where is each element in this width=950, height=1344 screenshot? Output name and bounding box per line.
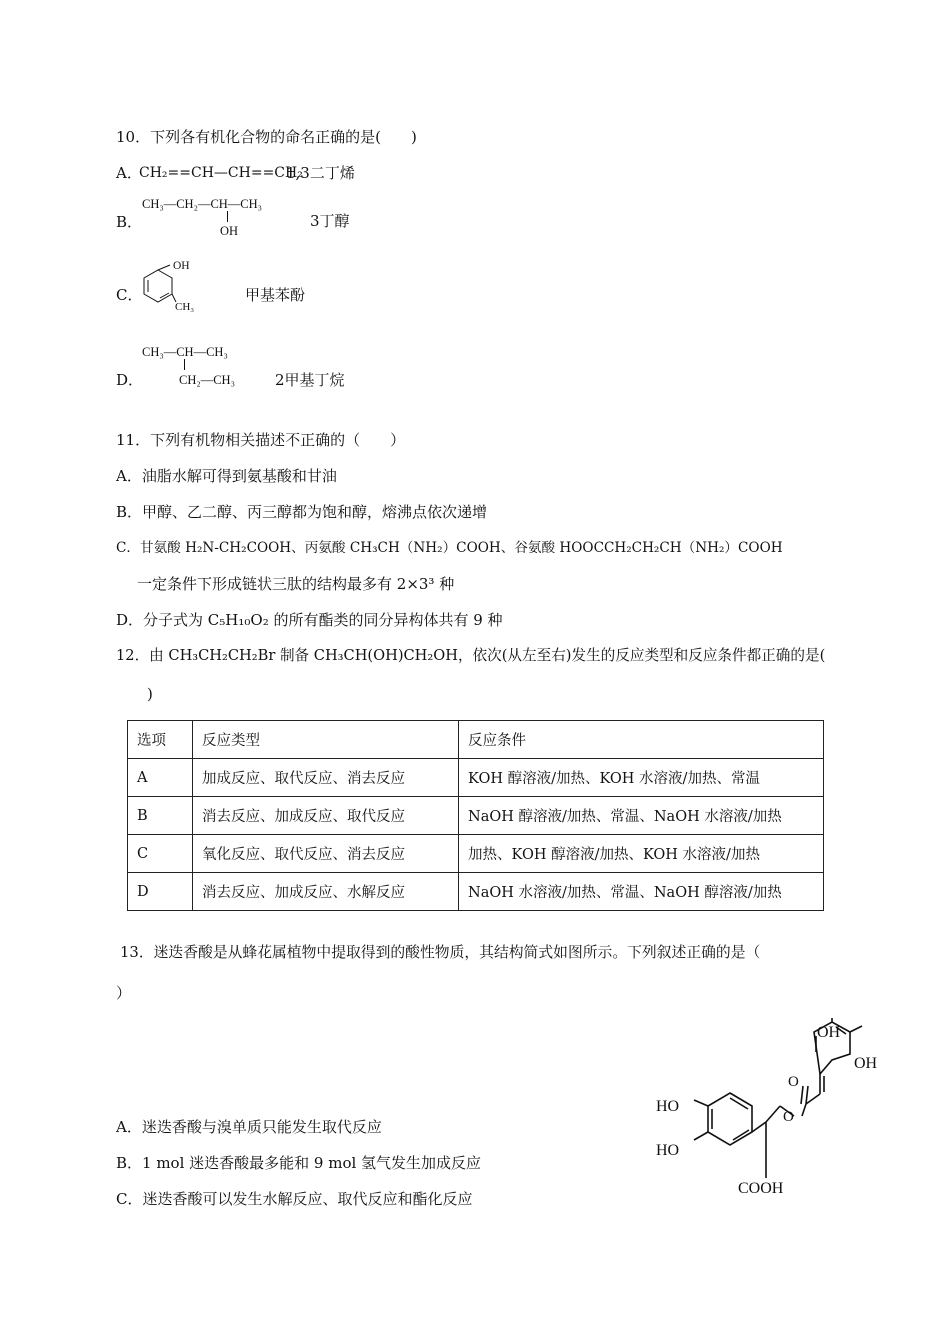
q10-option-a-name: 1,3二丁烯	[286, 164, 355, 182]
table-cell-reaction-type: 消去反应、加成反应、取代反应	[193, 797, 459, 835]
q12-stem-end: )	[147, 685, 153, 703]
table-cell-condition: NaOH 水溶液/加热、常温、NaOH 醇溶液/加热	[459, 873, 824, 911]
q10-option-d-formula-top: CH₃—CH—CH₃	[142, 345, 228, 359]
q10-option-b-label: B．	[116, 213, 143, 231]
table-header-cell: 选项	[128, 721, 193, 759]
table-cell-condition: NaOH 醇溶液/加热、常温、NaOH 水溶液/加热	[459, 797, 824, 835]
table-header-row	[128, 721, 824, 759]
q13-option-c: C．迷迭香酸可以发生水解反应、取代反应和酯化反应	[116, 1190, 473, 1208]
q10-option-b-name: 3丁醇	[310, 212, 350, 230]
table-cell-reaction-type: 消去反应、加成反应、水解反应	[193, 873, 459, 911]
rosmarinic-ho-upper: HO	[656, 1098, 680, 1115]
q13-stem-end: ）	[116, 984, 132, 1002]
q12-stem: 12．由 CH₃CH₂CH₂Br 制备 CH₃CH(OH)CH₂OH，依次(从左至右)发生的反应类型和反应条件都正确的是(	[116, 647, 826, 664]
rosmarinic-cooh: COOH	[738, 1180, 784, 1197]
q11-option-d: D．分子式为 C₅H₁₀O₂ 的所有酯类的同分异构体共有 9 种	[116, 611, 503, 629]
q10-option-b-substituent: OH	[220, 224, 239, 238]
q10-option-c-benzene-ring	[138, 262, 178, 310]
table-row	[128, 797, 824, 835]
rosmarinic-carbonyl-o: O	[788, 1074, 799, 1090]
q13-option-b: B．1 mol 迷迭香酸最多能和 9 mol 氢气发生加成反应	[116, 1154, 482, 1172]
table-cell-option: A	[128, 759, 193, 797]
q11-option-c-line2: 一定条件下形成链状三肽的结构最多有 2×3³ 种	[137, 575, 455, 593]
q10-option-a-label: A．	[116, 164, 142, 182]
table-header-cell: 反应类型	[193, 721, 459, 759]
q13-option-a: A．迷迭香酸与溴单质只能发生取代反应	[116, 1118, 382, 1136]
q10-option-c-name: 甲基苯酚	[245, 286, 306, 304]
q10-option-c-oh: OH	[173, 260, 190, 272]
q13-stem: 13．迷迭香酸是从蜂花属植物中提取得到的酸性物质，其结构简式如图所示。下列叙述正确的是（	[120, 944, 761, 961]
q10-option-d-bond	[184, 359, 185, 370]
q10-option-d-formula-bottom: CH₂—CH₃	[179, 373, 235, 387]
rosmarinic-oh-right: OH	[854, 1055, 878, 1072]
table-cell-option: D	[128, 873, 193, 911]
q11-stem: 11．下列有机物相关描述不正确的（ ）	[116, 431, 406, 449]
table-cell-condition: KOH 醇溶液/加热、KOH 水溶液/加热、常温	[459, 759, 824, 797]
rosmarinic-ho-lower: HO	[656, 1142, 680, 1159]
q10-option-d-label: D．	[116, 371, 144, 389]
table-cell-option: B	[128, 797, 193, 835]
table-cell-condition: 加热、KOH 醇溶液/加热、KOH 水溶液/加热	[459, 835, 824, 873]
q11-option-a: A．油脂水解可得到氨基酸和甘油	[116, 467, 337, 485]
table-row	[128, 873, 824, 911]
table-cell-reaction-type: 加成反应、取代反应、消去反应	[193, 759, 459, 797]
table-row	[128, 835, 824, 873]
table-header-cell: 反应条件	[459, 721, 824, 759]
rosmarinic-ester-o: O	[783, 1109, 794, 1125]
q12-options-table	[127, 720, 824, 911]
q10-option-b-formula: CH₃—CH₂—CH—CH₃	[142, 197, 263, 211]
q10-option-d-name: 2甲基丁烷	[275, 371, 345, 389]
q11-option-c-line1: C．甘氨酸 H₂N-CH₂COOH、丙氨酸 CH₃CH（NH₂）COOH、谷氨酸 HOOCCH₂CH₂CH（NH₂）COOH	[116, 540, 783, 556]
q10-option-b-bond	[227, 211, 228, 222]
q10-option-c-label: C．	[116, 286, 143, 304]
table-cell-option: C	[128, 835, 193, 873]
q11-option-b: B．甲醇、乙二醇、丙三醇都为饱和醇，熔沸点依次递增	[116, 503, 488, 521]
table-cell-reaction-type: 氧化反应、取代反应、消去反应	[193, 835, 459, 873]
q10-stem: 10．下列各有机化合物的命名正确的是( )	[116, 128, 417, 146]
rosmarinic-oh-top: OH	[817, 1024, 841, 1041]
q10-option-c-ch3: CH₃	[175, 301, 195, 313]
table-row	[128, 759, 824, 797]
q10-option-a-formula: CH₂==CH—CH==CH₂	[139, 165, 303, 181]
